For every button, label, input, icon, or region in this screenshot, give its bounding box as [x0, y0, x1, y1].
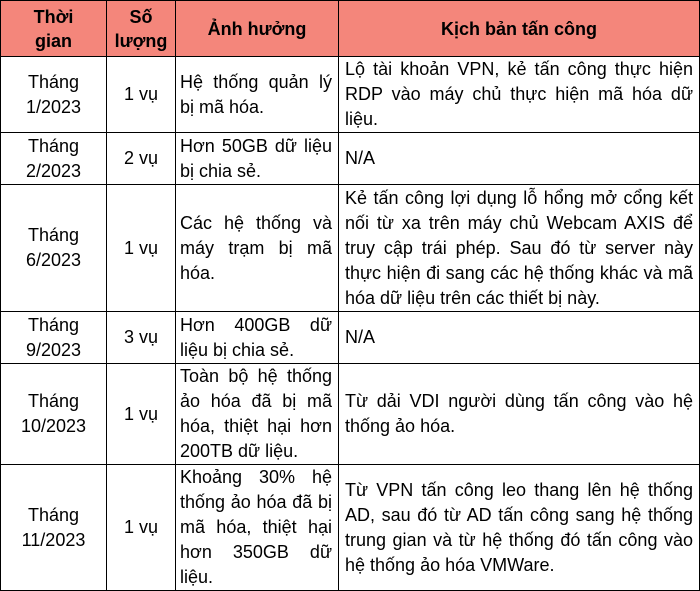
cell-count: 1 vụ — [107, 57, 176, 133]
cell-impact: Toàn bộ hệ thống ảo hóa đã bị mã hóa, thiệt hại hơn 200TB dữ liệu. — [176, 364, 339, 465]
table-row — [1, 312, 700, 364]
table-row — [1, 465, 700, 591]
cell-scenario: N/A — [339, 312, 700, 364]
cell-scenario: Kẻ tấn công lợi dụng lỗ hổng mở cổng kết nối từ xa trên máy chủ Webcam AXIS để truy cập trái phép. Sau đó từ server này thực hiện đi sang các hệ thống khác và mã hóa dữ liệu trên các thiết bị này. — [339, 185, 700, 312]
cell-scenario: Từ VPN tấn công leo thang lên hệ thống AD, sau đó từ AD tấn công sang hệ thống trung gian và từ hệ thống đó tấn công vào hệ thống ảo hóa VMWare. — [339, 465, 700, 591]
header-count-label: Số lượng — [114, 6, 168, 51]
cell-scenario: N/A — [339, 133, 700, 185]
cell-count: 3 vụ — [107, 312, 176, 364]
cell-count: 2 vụ — [107, 133, 176, 185]
cell-impact: Khoảng 30% hệ thống ảo hóa đã bị mã hóa, thiệt hại hơn 350GB dữ liệu. — [176, 465, 339, 591]
cell-impact: Các hệ thống và máy trạm bị mã hóa. — [176, 185, 339, 312]
header-time-label: Thời gian — [33, 6, 74, 51]
cell-time: Tháng 11/2023 — [1, 465, 107, 591]
cell-scenario: Từ dải VDI người dùng tấn công vào hệ thống ảo hóa. — [339, 364, 700, 465]
table-row — [1, 57, 700, 133]
cell-time: Tháng 9/2023 — [1, 312, 107, 364]
table-row — [1, 364, 700, 465]
cell-impact: Hơn 400GB dữ liệu bị chia sẻ. — [176, 312, 339, 364]
header-count — [107, 1, 176, 57]
cell-time: Tháng 6/2023 — [1, 185, 107, 312]
header-time — [1, 1, 107, 57]
cell-count: 1 vụ — [107, 185, 176, 312]
cell-time: Tháng 1/2023 — [1, 57, 107, 133]
cell-impact: Hệ thống quản lý bị mã hóa. — [176, 57, 339, 133]
cell-time: Tháng 2/2023 — [1, 133, 107, 185]
cell-count: 1 vụ — [107, 364, 176, 465]
cell-count: 1 vụ — [107, 465, 176, 591]
cell-time: Tháng 10/2023 — [1, 364, 107, 465]
table-header-row — [1, 1, 700, 57]
header-impact: Ảnh hưởng — [176, 1, 339, 57]
table-row — [1, 185, 700, 312]
table-row — [1, 133, 700, 185]
header-scenario: Kịch bản tấn công — [339, 1, 700, 57]
cell-impact: Hơn 50GB dữ liệu bị chia sẻ. — [176, 133, 339, 185]
cell-scenario: Lộ tài khoản VPN, kẻ tấn công thực hiện RDP vào máy chủ thực hiện mã hóa dữ liệu. — [339, 57, 700, 133]
